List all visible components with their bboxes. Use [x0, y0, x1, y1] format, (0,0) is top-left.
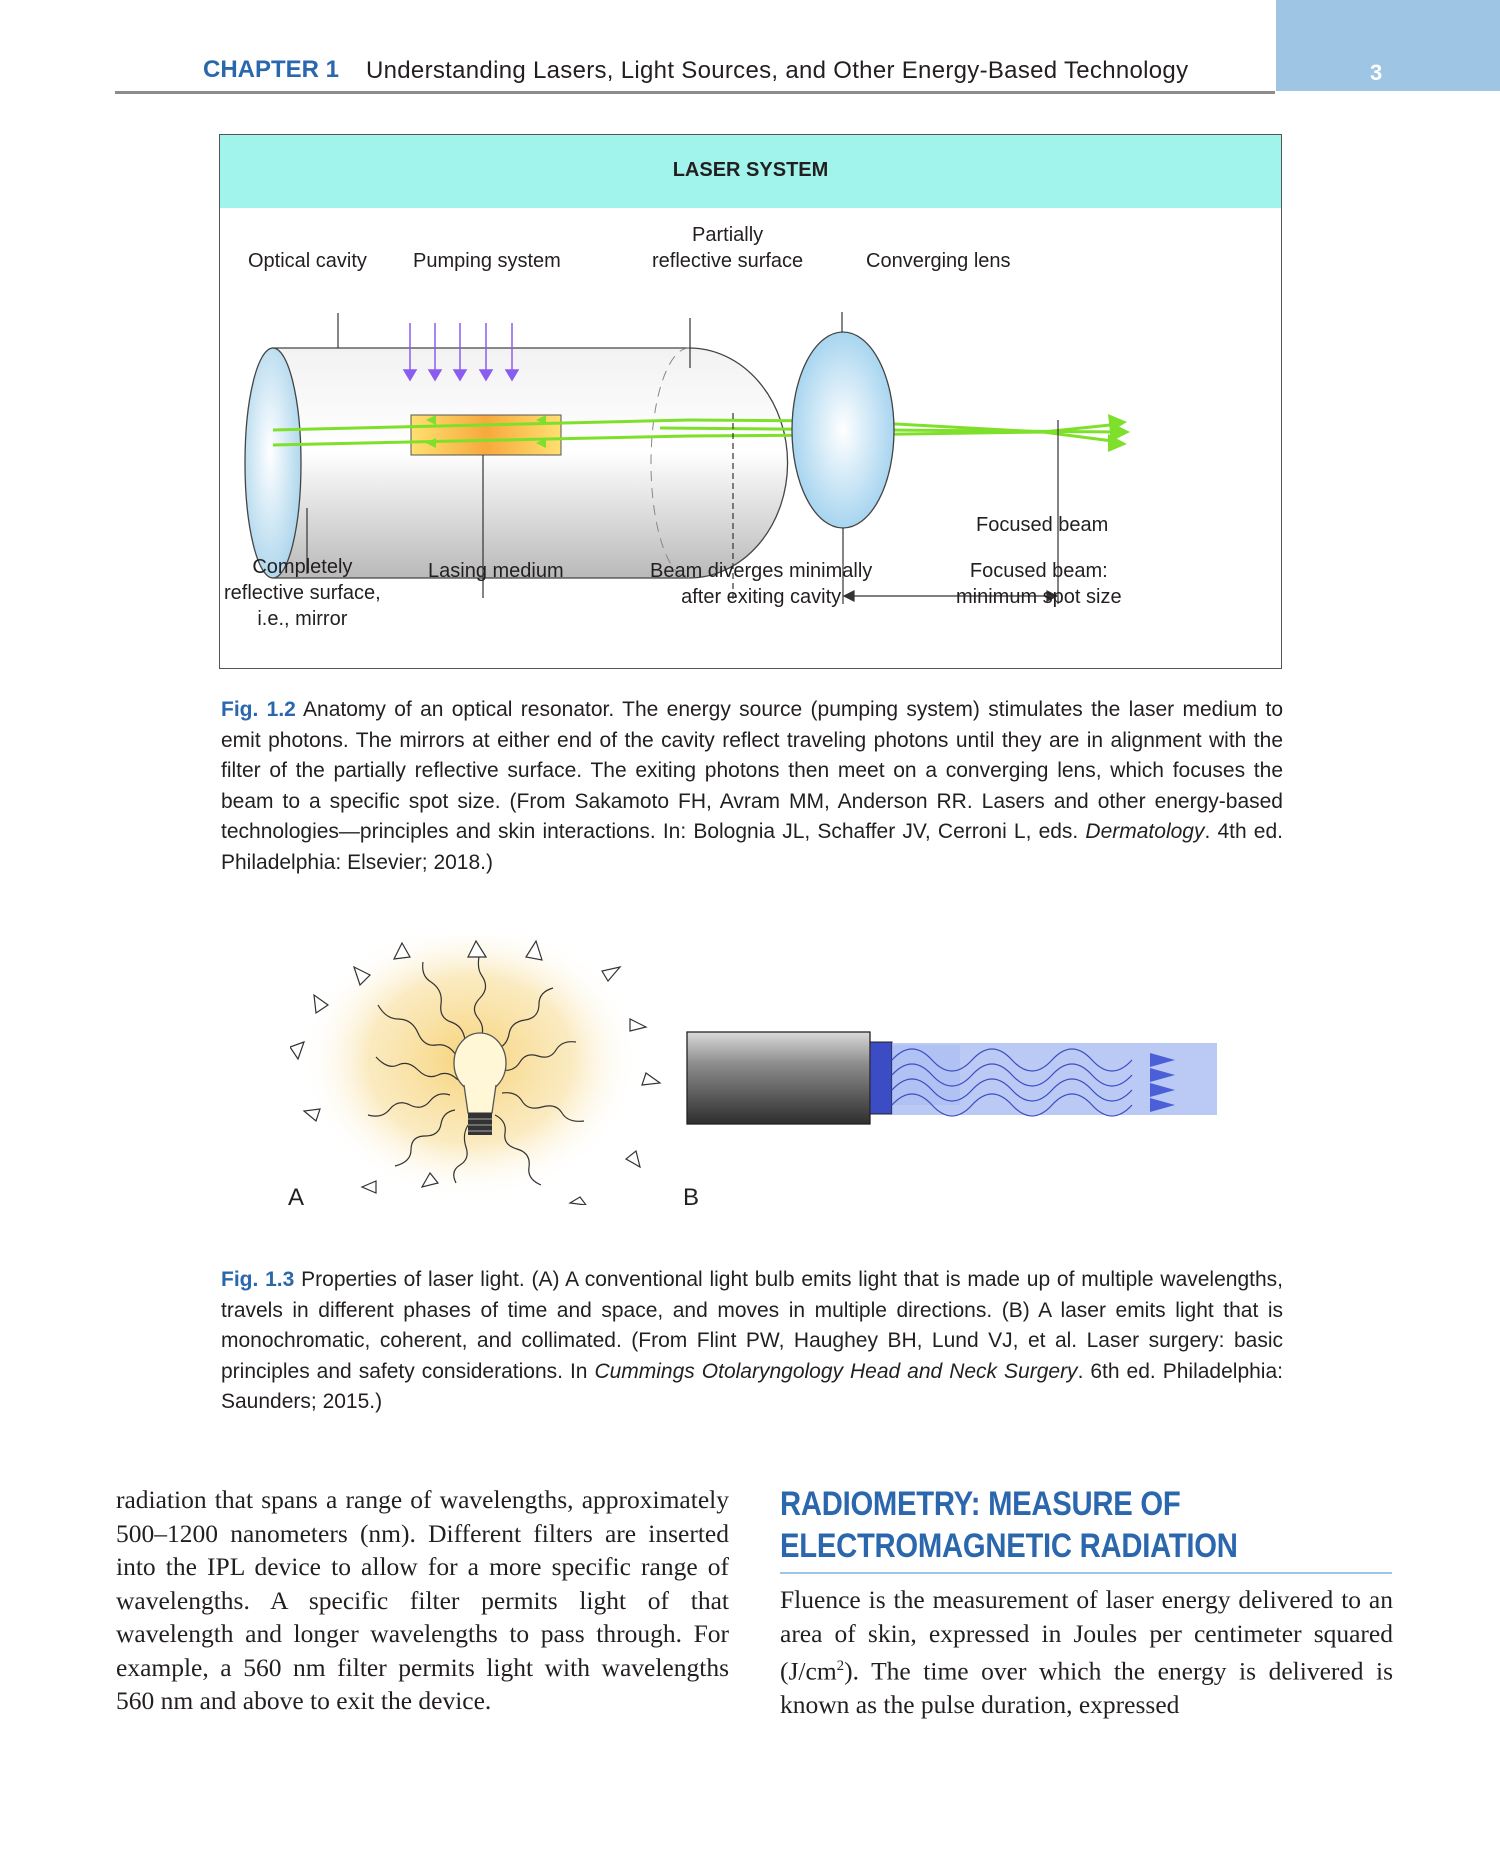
label-focused-spot: Focused beam: minimum spot size: [956, 560, 1122, 608]
mirror-icon: [245, 348, 301, 578]
figure-laser-system: [219, 134, 1282, 669]
figure-1-2-caption: [221, 695, 1283, 878]
figure-banner-title: LASER SYSTEM: [672, 159, 829, 181]
converging-lens: [792, 332, 894, 528]
body-right-text-a: Fluence is the measurement of laser energy delivered to an area of skin, expressed in Joules per centimeter squared (J/cm: [780, 1585, 1393, 1686]
label-lasing-medium: Lasing medium: [428, 560, 564, 582]
section-heading-rule: [780, 1572, 1392, 1574]
label-converging-lens: Converging lens: [866, 250, 1011, 272]
body-right-text-b: ). The time over which the energy is delivered is known as the pulse duration, expressed: [780, 1656, 1393, 1719]
figure-1-2-number: Fig. 1.2: [221, 698, 296, 721]
page-number: 3: [1370, 60, 1383, 85]
section-heading: RADIOMETRY: MEASURE OF ELECTROMAGNETIC RADIATION: [780, 1485, 1238, 1565]
figure-1-2-tail: . 4th ed. Philadelphia: Elsevier; 2018.): [221, 820, 1284, 874]
panel-b-label: B: [683, 1184, 700, 1211]
chapter-label: CHAPTER 1: [203, 56, 340, 83]
label-optical-cavity: Optical cavity: [248, 250, 367, 272]
laser-light-properties-figure: [290, 935, 1230, 1205]
chapter-title: Understanding Lasers, Light Sources, and Other Energy-Based Technology: [366, 57, 1189, 84]
laser-aperture: [870, 1042, 892, 1114]
label-pumping-system: Pumping system: [413, 250, 561, 272]
figure-1-3-source-title: Cummings Otolaryngology Head and Neck Surgery: [594, 1359, 1078, 1383]
figure-1-3-tail: . 6th ed. Philadelphia: Saunders; 2015.): [221, 1359, 1283, 1413]
figure-1-3-number: Fig. 1.3: [221, 1268, 295, 1291]
light-bulb-panel: [290, 935, 660, 1205]
label-partially-reflective: Partially reflective surface: [652, 224, 804, 272]
figure-1-3-caption: [221, 1265, 1283, 1418]
body-right-column: [780, 1583, 1393, 1722]
header-rule: [115, 91, 1275, 94]
label-beam-diverges: Beam diverges minimally after exiting cavity: [650, 560, 873, 608]
figure-1-2-text: Anatomy of an optical resonator. The energy source (pumping system) stimulates the laser medium to emit photons. The mirrors at either end of the cavity reflect traveling photons until they are in alignment with the filter of the partially reflective surface. The exiting photons then meet on a converging lens, which focuses the beam to a specific spot size. (From Sakamoto FH, Avram MM, Anderson RR. Lasers and other energy-based technologies—principles and skin interactions. In: Bolognia JL, Schaffer JV, Cerroni L, eds.: [221, 698, 1283, 843]
panel-a-label: A: [288, 1184, 305, 1211]
label-completely-reflective: Completely reflective surface, i.e., mirror: [224, 556, 381, 630]
label-focused-beam-dim: Focused beam: [976, 514, 1109, 536]
body-right-superscript: 2: [836, 1658, 845, 1674]
body-left-column: radiation that spans a range of wavelengths, approximately 500–1200 nanometers (nm). Different filters are inserted into the IPL device to allow for a more specific range of wavelengths. A specific filter permits light of that wavelength and longer wavelengths to pass through. For example, a 560 nm filter permits light with wavelengths 560 nm and above to exit the device.: [116, 1485, 729, 1715]
figure-1-3-text: Properties of laser light. (A) A conventional light bulb emits light that is made up of multiple wavelengths, travels in different phases of time and space, and moves in multiple directions. (B) A laser emits light that is monochromatic, coherent, and collimated. (From Flint PW, Haughey BH, Lund VJ, et al. Laser surgery: basic principles and safety considerations. In: [221, 1268, 1283, 1383]
light-bulb-icon: [454, 1033, 506, 1093]
figure-1-2-source-title: Dermatology: [1085, 820, 1205, 843]
optical-cavity-body: [273, 348, 788, 578]
bulb-base: [468, 1113, 492, 1135]
laser-device-icon: [687, 1032, 870, 1124]
page-tab: [1276, 0, 1500, 91]
laser-tube-panel: [687, 1032, 1217, 1124]
figure-banner: [220, 135, 1281, 208]
